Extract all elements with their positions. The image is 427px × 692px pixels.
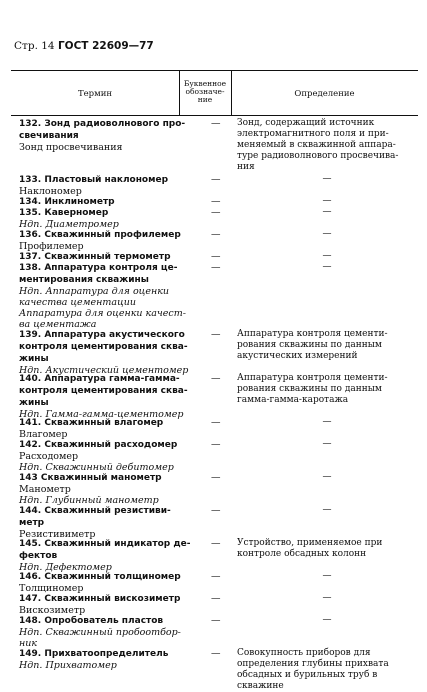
definition-line: акустических измерений — [237, 351, 358, 361]
definition-line: ния — [237, 162, 255, 172]
definition-line: Аппаратура контроля цементи- — [237, 373, 388, 383]
term-title: 145. Скважинный индикатор де- — [19, 539, 191, 549]
letter-dash: — — [211, 505, 221, 516]
letter-dash: — — [211, 538, 221, 549]
letter-dash: — — [211, 373, 221, 384]
definition-line: рования скважины по данным — [237, 340, 382, 350]
term-title: 136. Скважинный профилемер — [19, 230, 181, 240]
term-title: 139. Аппаратура акустического — [19, 330, 185, 340]
letter-dash: — — [211, 593, 221, 604]
term-title: 143 Скважинный манометр — [19, 473, 162, 483]
term-synonym: Профилемер — [19, 241, 84, 252]
term-deprecated: Ндп. Скважинный дебитомер — [19, 462, 174, 473]
term-deprecated: Ндп. Прихватомер — [19, 660, 117, 671]
term-title: 148. Опробователь пластов — [19, 616, 164, 626]
term-deprecated: Ндп. Дефектомер — [19, 562, 112, 573]
definition-line: Совокупность приборов для — [237, 648, 371, 658]
term-definition — [237, 329, 417, 362]
header-line: Буквенное — [183, 79, 227, 88]
letter-dash: — — [211, 417, 221, 428]
table-top-rule — [11, 70, 418, 71]
header-line: ние — [197, 95, 213, 104]
letter-dash: — — [211, 229, 221, 240]
definition-line: обсадных и бурильных труб в — [237, 670, 378, 680]
term-definition — [237, 538, 417, 560]
definition-line: меняемый в скважинной аппара- — [237, 140, 396, 150]
term-title: фектов — [19, 551, 58, 561]
letter-dash: — — [211, 571, 221, 582]
column-header-term: Термин — [77, 89, 113, 99]
page-number: Стр. 14 — [14, 40, 55, 52]
page-header — [14, 40, 154, 52]
term-deprecated: Ндп. Акустический цементомер — [19, 365, 189, 376]
definition-line: определения глубины прихвата — [237, 659, 389, 669]
definition-dash: — — [322, 615, 332, 625]
table-header-rule — [11, 115, 418, 116]
definition-dash: — — [322, 439, 332, 449]
term-deprecated: Ндп. Гамма-гамма-цементомер — [19, 409, 184, 420]
column-header-definition: Определение — [294, 89, 355, 99]
term-title: 144. Скважинный резистиви- — [19, 506, 171, 516]
letter-dash: — — [211, 472, 221, 483]
definition-line: гамма-гамма-каротажа — [237, 395, 349, 405]
term-deprecated: Ндп. Глубинный манометр — [19, 495, 159, 506]
term-title: 142. Скважинный расходомер — [19, 440, 178, 450]
term-title: жины — [19, 398, 49, 408]
term-deprecated: ва цементажа — [19, 319, 97, 330]
term-deprecated: Ндп. Диаметромер — [19, 219, 119, 230]
definition-dash: — — [322, 505, 332, 515]
term-definition — [237, 373, 417, 406]
column-header-letter — [179, 80, 231, 104]
term-synonym: Наклономер — [19, 186, 82, 197]
term-title: 149. Прихватоопределитель — [19, 649, 169, 659]
term-deprecated: ник — [19, 638, 38, 649]
term-title: 133. Пластовый наклономер — [19, 175, 169, 185]
letter-dash: — — [211, 329, 221, 340]
term-synonym: Резистивиметр — [19, 529, 96, 540]
term-title: свечивания — [19, 131, 79, 141]
letter-dash: — — [211, 196, 221, 207]
letter-dash: — — [211, 648, 221, 659]
letter-dash: — — [211, 262, 221, 273]
term-synonym: Манометр — [19, 484, 71, 495]
term-title: жины — [19, 354, 49, 364]
term-deprecated: Ндп. Аппаратура для оценки — [19, 286, 169, 297]
term-title: 135. Каверномер — [19, 208, 109, 218]
definition-dash: — — [322, 251, 332, 261]
definition-line: скважине — [237, 681, 284, 691]
letter-dash: — — [211, 439, 221, 450]
definition-dash: — — [322, 472, 332, 482]
term-title: 137. Скважинный термометр — [19, 252, 171, 262]
term-title: ментирования скважины — [19, 275, 149, 285]
header-line: обозначе- — [185, 87, 225, 96]
letter-dash: — — [211, 615, 221, 626]
letter-dash: — — [211, 207, 221, 218]
definition-dash: — — [322, 174, 332, 184]
term-title: 140. Аппаратура гамма-гамма- — [19, 374, 180, 384]
term-title: 141. Скважинный влагомер — [19, 418, 164, 428]
letter-dash: — — [211, 118, 221, 129]
term-deprecated: качества цементации — [19, 297, 136, 308]
term-title: 147. Скважинный вискозиметр — [19, 594, 181, 604]
letter-dash: — — [211, 174, 221, 185]
letter-dash: — — [211, 251, 221, 262]
term-title: контроля цементирования сква- — [19, 386, 188, 396]
definition-dash: — — [322, 571, 332, 581]
term-title: 134. Инклинометр — [19, 197, 115, 207]
term-synonym: Расходомер — [19, 451, 79, 462]
term-synonym: Зонд просвечивания — [19, 142, 123, 153]
definition-dash: — — [322, 207, 332, 217]
definition-line: рования скважины по данным — [237, 384, 382, 394]
definition-line: контроле обсадных колонн — [237, 549, 367, 559]
term-synonym: Толщиномер — [19, 583, 84, 594]
term-definition — [237, 118, 417, 173]
term-deprecated: Аппаратура для оценки качест- — [19, 308, 186, 319]
term-title: контроля цементирования сква- — [19, 342, 188, 352]
term-definition — [237, 648, 417, 692]
definition-dash: — — [322, 262, 332, 272]
term-title: метр — [19, 518, 45, 528]
definition-line: электромагнитного поля и при- — [237, 129, 389, 139]
definition-line: Зонд, содержащий источник — [237, 118, 375, 128]
terms-table — [11, 70, 418, 691]
definition-line: туре радиоволнового просвечива- — [237, 151, 399, 161]
gost-code: ГОСТ 22609—77 — [57, 40, 154, 52]
term-synonym: Влагомер — [19, 429, 68, 440]
definition-dash: — — [322, 229, 332, 239]
definition-dash: — — [322, 417, 332, 427]
term-title: 132. Зонд радиоволнового про- — [19, 119, 186, 129]
definition-line: Аппаратура контроля цементи- — [237, 329, 388, 339]
definition-dash: — — [322, 196, 332, 206]
term-synonym: Вискозиметр — [19, 605, 86, 616]
definition-line: Устройство, применяемое при — [237, 538, 383, 548]
term-title: 146. Скважинный толщиномер — [19, 572, 181, 582]
term-deprecated: Ндп. Скважинный пробоотбор- — [19, 627, 181, 638]
definition-dash: — — [322, 593, 332, 603]
term-title: 138. Аппаратура контроля це- — [19, 263, 178, 273]
